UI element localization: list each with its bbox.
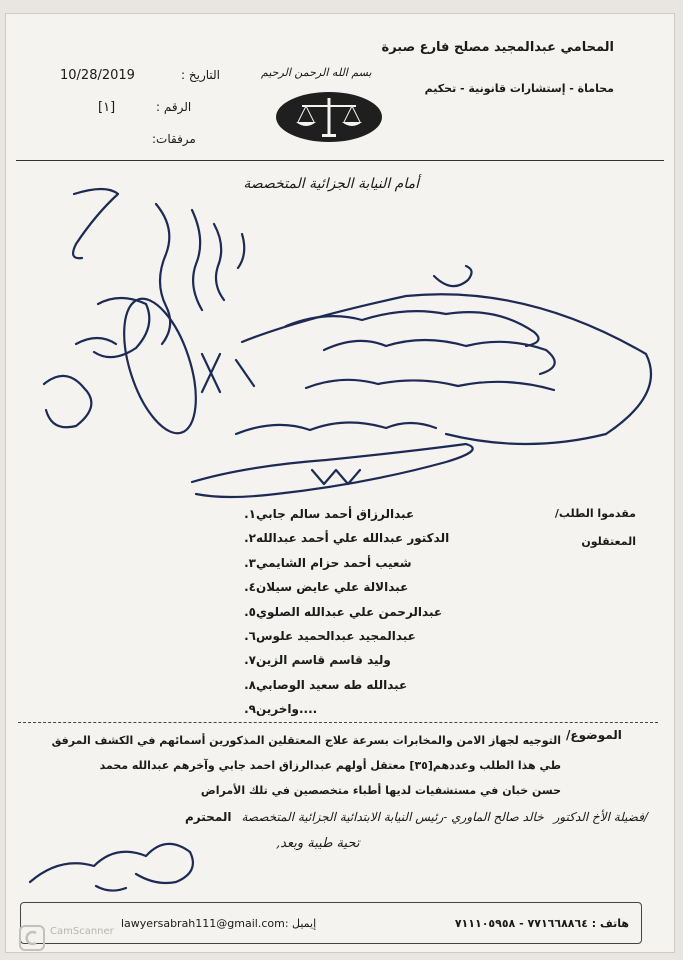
salutation-honorific: المحترم — [185, 810, 232, 824]
handwriting-stroke — [94, 298, 149, 357]
lawyer-name: المحامي عبدالمجيد مصلح فارع صبرة — [381, 40, 614, 55]
handwriting-stroke — [30, 844, 193, 883]
list-item: ٩. ....واخرين — [226, 697, 526, 721]
list-item: ٥. عبدالرحمن علي عبدالله الصلوي — [226, 600, 526, 624]
handwriting-stroke — [44, 376, 91, 427]
applicant-name: عبدالرحمن علي عبدالله الصلوي — [256, 604, 443, 619]
handwriting-stroke — [156, 204, 170, 344]
footer-phone: هاتف : ٧٧١٦٦٨٨٦٤ - ٧١١١٠٥٩٥٨ — [454, 917, 629, 930]
applicant-name: شعيب أحمد حزام الشايمي — [256, 555, 412, 570]
date-value: 10/28/2019 — [60, 68, 135, 83]
handwriting-stroke — [202, 354, 220, 392]
subject-line-1: التوجيه لجهاز الامن والمخابرات بسرعة علاج المعتقلين المذكورين أسمائهم في الكشف المرفق — [51, 734, 561, 747]
basmala: بسم الله الرحمن الرحيم — [261, 66, 372, 79]
list-item: ٤. عبدالالة علي عايض سيلان — [226, 575, 526, 599]
document-page — [6, 14, 674, 952]
handwriting-stroke — [242, 294, 651, 444]
applicant-name: ....واخرين — [256, 702, 318, 717]
handwriting-stroke — [192, 210, 202, 310]
handwriting-stroke — [238, 234, 244, 268]
handwriting-stroke — [236, 422, 436, 434]
handwriting-stroke — [306, 380, 554, 390]
applicants-label-line-2: المعتقلون — [581, 535, 636, 548]
applicant-name: عبدالرزاق أحمد سالم جابي — [256, 507, 415, 521]
subject-label: الموضوع/ — [566, 728, 622, 742]
date-label: التاريخ : — [181, 68, 221, 82]
list-item: ٦. عبدالمجيد عبدالحميد علوس — [226, 624, 526, 648]
list-item: ٨. عبدالله طه سعيد الوصابي — [226, 673, 526, 697]
handwriting-stroke — [214, 224, 224, 300]
addressee: أمام النيابة الجزائية المتخصصة — [243, 176, 419, 192]
handwriting-stroke — [324, 340, 555, 374]
handwriting-stroke — [73, 189, 118, 258]
reference-number-value: [١] — [98, 100, 116, 115]
list-item: ٣. شعيب أحمد حزام الشايمي — [226, 551, 526, 575]
applicants-label-line-1: مقدموا الطلب/ — [554, 507, 636, 520]
watermark: CamScanner — [50, 926, 114, 937]
subject-line-3: حسن خبان في مستشفيات لديها أطباء متخصصين في تلك الأمراض — [200, 784, 561, 797]
lawyer-services: محاماة - إستشارات قانونية - تحكيم — [424, 82, 614, 95]
salutation-title: فضيلة الأخ الدكتور/ — [553, 810, 648, 824]
greeting: تحية طيبة وبعد, — [276, 836, 360, 851]
applicant-name: الدكتور عبدالله علي أحمد عبدالله — [256, 531, 450, 546]
handwritten-annotations — [6, 14, 674, 952]
handwriting-stroke — [76, 338, 116, 344]
reference-number-label: الرقم : — [156, 100, 192, 114]
applicant-name: عبدالالة علي عايض سيلان — [256, 580, 409, 595]
list-item: ٧. وليد قاسم قاسم الزين — [226, 648, 526, 672]
handwriting-stroke — [192, 444, 473, 497]
applicant-name: وليد قاسم قاسم الزين — [256, 653, 391, 668]
attachments-label: مرفقات: — [152, 132, 196, 146]
applicant-name: عبدالمجيد عبدالحميد علوس — [256, 628, 416, 643]
handwriting-stroke — [434, 266, 472, 286]
handwriting-stroke — [96, 886, 126, 891]
subject-line-2: طي هذا الطلب وعددهم[٣٥] معتقل أولهم عبدالرزاق احمد جابي وآخرهم عبدالله محمد — [99, 759, 561, 772]
salutation-name: خالد صالح الماوري -رئيس النيابة الابتدائية الجزائية المتخصصة — [241, 810, 544, 824]
applicant-name: عبدالله طه سعيد الوصابي — [256, 677, 408, 692]
handwriting-stroke — [236, 360, 254, 386]
footer-email: lawyersabrah111@gmail.com: إيميل — [121, 917, 317, 930]
list-item: ١. عبدالرزاق أحمد سالم جابي — [226, 502, 526, 526]
handwriting-stroke — [110, 290, 210, 442]
list-item: ٢. الدكتور عبدالله علي أحمد عبدالله — [226, 526, 526, 550]
